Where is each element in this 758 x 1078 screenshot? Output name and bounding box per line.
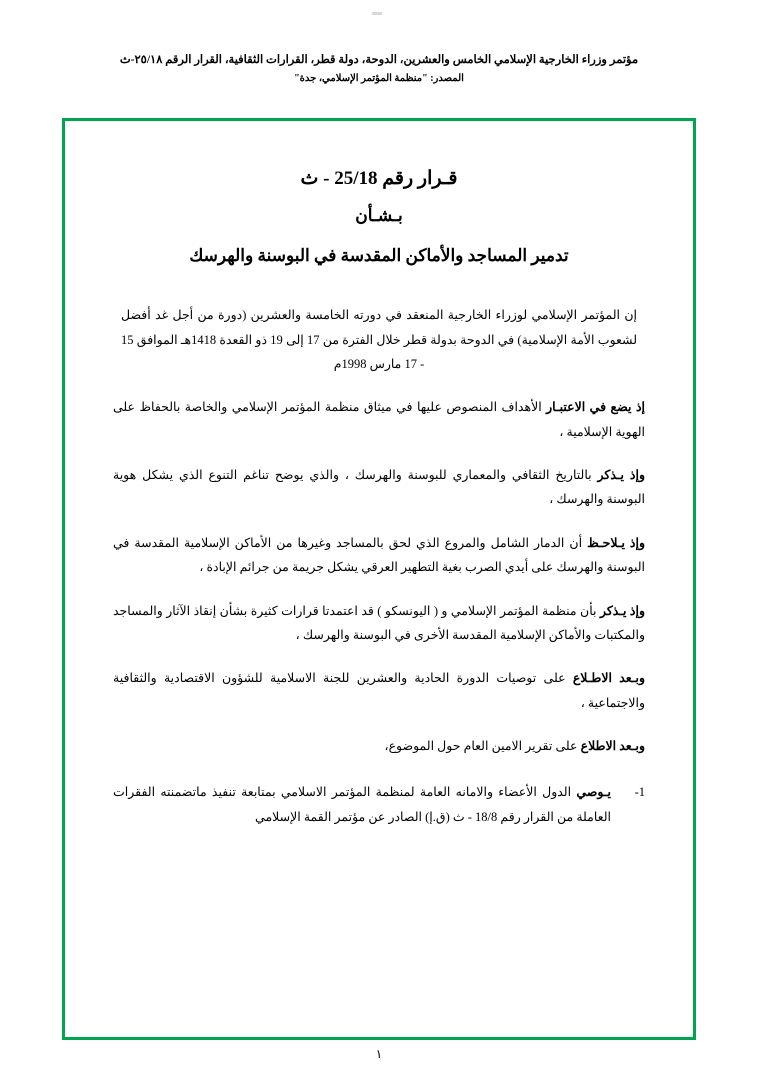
clause-4-text: بأن منظمة المؤتمر الإسلامي و ( اليونسكو ) قد اعتمدتا قرارات كثيرة بشأن إنقاذ الآثار والمساجد والمكتبات والأماكن الإسلامية المقدسة الأخرى في البوسنة والهرسك ، (113, 603, 645, 642)
clause-4-lead: وإذ يـذكر (599, 603, 645, 618)
operative-1-number: 1- (634, 785, 645, 800)
clause-5-lead: وبـعد الاطـلاع (572, 671, 645, 686)
operative-paragraph-1 (107, 780, 651, 829)
clause-2-lead: وإذ يـذكر (597, 468, 645, 483)
page-number: ١ (375, 1047, 383, 1061)
scan-artifact (372, 12, 382, 15)
clause-5-text: على توصيات الدورة الحادية والعشرين للجنة الاسلامية للشؤون الاقتصادية والثقافية والاجتماعية ، (113, 671, 645, 710)
header-source-line: مؤتمر وزراء الخارجية الإسلامي الخامس والعشرين، الدوحة، دولة قطر، القرارات الثقافية، القرار الرقم ٢٥/١٨-ث (119, 54, 639, 66)
operative-1-text: الدول الأعضاء والامانه العامة لمنظمة المؤتمر الاسلامي بمتابعة تنفيذ ماتضمنته الفقرات العاملة من القرار رقم 18/8 - ث (ق.إ) الصادر عن مؤتمر القمة الإسلامي (113, 785, 611, 824)
clause-3 (107, 531, 651, 580)
clause-1-text: الأهداف المنصوص عليها في ميثاق منظمة المؤتمر الإسلامي والخاصة بالحفاظ على الهوية الإسلامية ، (113, 400, 645, 439)
clause-4 (107, 599, 651, 648)
preamble-paragraph: إن المؤتمر الإسلامي لوزراء الخارجية المنعقد في دورته الخامسة والعشرين (دورة من أجل غد أفضل لشعوب الأمة الإسلامية) في الدوحة بدولة قطر خلال الفترة من 17 إلى 19 ذو القعدة 1418هـ الموافق 15 - 17 مارس 1998م (121, 308, 638, 371)
clause-6-lead: وبـعد الاطلاع (580, 739, 645, 754)
clause-3-text: أن الدمار الشامل والمروع الذي لحق بالمساجد وغيرها من الأماكن الإسلامية المقدسة في البوسنة والهرسك على أيدي الصرب بغية التطهير العرقي يشكل جريمة من جرائم الإبادة ، (113, 535, 645, 575)
clause-5 (107, 666, 651, 715)
clause-3-lead: وإذ يـلاحـظ (587, 535, 645, 550)
green-border-frame (62, 118, 696, 1040)
document-body (65, 121, 693, 1037)
resolution-title: تدمير المساجد والأماكن المقدسة في البوسنة والهرسك (189, 246, 569, 265)
clause-2 (107, 463, 651, 512)
clause-1 (107, 395, 651, 444)
clause-6 (107, 734, 651, 758)
document-header (0, 52, 758, 84)
clause-2-text: بالتاريخ الثقافي والمعماري للبوسنة والهرسك ، والذي يوضح تناغم التنوع الذي يشكل هوية البوسنة والهرسك ، (113, 468, 645, 507)
resolution-about-label: بـشـأن (355, 206, 403, 225)
clause-1-lead: إذ يضع في الاعتبـار (546, 400, 645, 415)
clause-6-text: على تقرير الامين العام حول الموضوع، (384, 739, 581, 754)
header-origin-line: المصدر: "منظمة المؤتمر الإسلامي، جدة" (294, 73, 464, 85)
resolution-number: قـرار رقم 25/18 - ث (300, 168, 458, 189)
operative-1-lead: يـوصي (576, 785, 611, 800)
operative-1-body (113, 780, 611, 829)
